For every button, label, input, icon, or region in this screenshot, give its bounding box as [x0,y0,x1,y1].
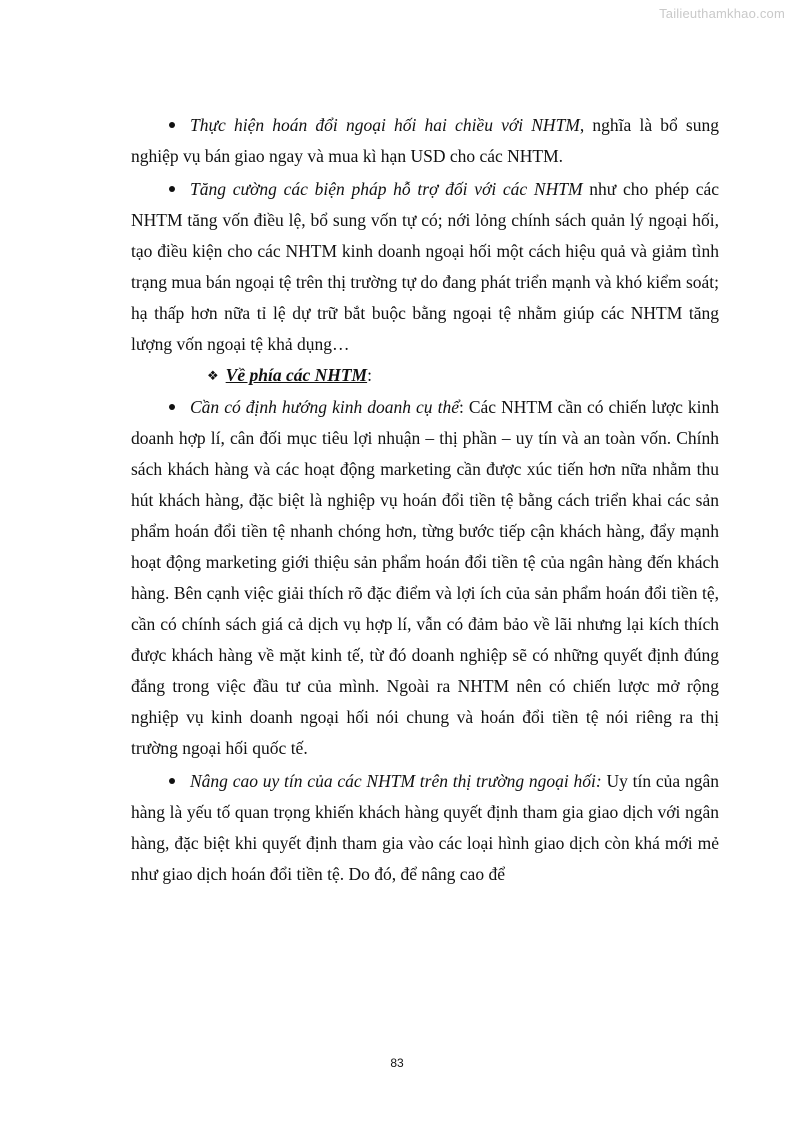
section-heading-suffix: : [367,365,372,385]
bullet-icon [169,186,175,192]
paragraph-text: như cho phép các NHTM tăng vốn điều lệ, bổ sung vốn tự có; nới lỏng chính sách quản lý ngoại hối, tạo điều kiện cho các NHTM kinh doanh ngoại hối một cách hiệu quả và giảm tình trạng mua bán ngoại tệ trên thị trường tự do đang phát triển mạnh và khó kiểm soát; hạ thấp hơn nữa tỉ lệ dự trữ bắt buộc bằng ngoại tệ nhằm giúp các NHTM tăng lượng vốn ngoại tệ khả dụng… [131,179,719,354]
bullet-icon [169,778,175,784]
paragraph-text: Uy tín của ngân hàng là yếu tố quan trọng khiến khách hàng quyết định tham gia giao dịch với ngân hàng, đặc biệt khi quyết định tham gia vào các loại hình giao dịch còn khá mới mẻ như giao dịch hoán đổi tiền tệ. Do đó, để nâng cao để [131,771,719,884]
paragraph-emphasis: Nâng cao uy tín của các NHTM trên thị trường ngoại hối: [190,771,602,791]
watermark: Tailieuthamkhao.com [659,6,785,21]
bullet-paragraph-1 [131,110,719,172]
paragraph-text: : Các NHTM cần có chiến lược kinh doanh hợp lí, cân đối mục tiêu lợi nhuận – thị phần – uy tín và an toàn vốn. Chính sách khách hàng và các hoạt động marketing cần được xúc tiến hơn nữa nhằm thu hút khách hàng, đặc biệt là nghiệp vụ hoán đổi tiền tệ bằng cách triển khai các sản phẩm hoán đổi tiền tệ nhanh chóng hơn, từng bước tiếp cận khách hàng, đẩy mạnh hoạt động marketing giới thiệu sản phẩm hoán đổi tiền tệ của ngân hàng đến khách hàng. Bên cạnh việc giải thích rõ đặc điểm và lợi ích của sản phẩm hoán đổi tiền tệ, cần có chính sách giá cả dịch vụ hợp lí, vẫn có đảm bảo về lãi nhưng lại kích thích được khách hàng về mặt kinh tế, từ đó doanh nghiệp sẽ có những quyết định đúng đắng trong việc đầu tư của mình. Ngoài ra NHTM nên có chiến lược mở rộng nghiệp vụ kinh doanh ngoại hối nói chung và hoán đổi tiền tệ nói riêng ra thị trường ngoại hối quốc tế. [131,397,719,758]
bullet-icon [169,122,175,128]
paragraph-emphasis: Cần có định hướng kinh doanh cụ thể [190,397,459,417]
paragraph-emphasis: Thực hiện hoán đổi ngoại hối hai chiều với NHTM [190,115,580,135]
bullet-paragraph-2 [131,174,719,360]
document-body [131,110,719,890]
bullet-icon [169,404,175,410]
paragraph-emphasis: Tăng cường các biện pháp hỗ trợ đối với các NHTM [190,179,583,199]
page-number: 83 [390,1056,404,1070]
bullet-paragraph-4 [131,766,719,890]
paragraph-text: , nghĩa là bổ sung nghiệp vụ bán giao ngay và mua kì hạn USD cho các NHTM. [131,115,719,166]
section-heading [131,360,719,392]
bullet-paragraph-3 [131,392,719,764]
diamond-icon: ❖ [207,368,219,383]
section-heading-label: Về phía các NHTM [225,365,368,385]
